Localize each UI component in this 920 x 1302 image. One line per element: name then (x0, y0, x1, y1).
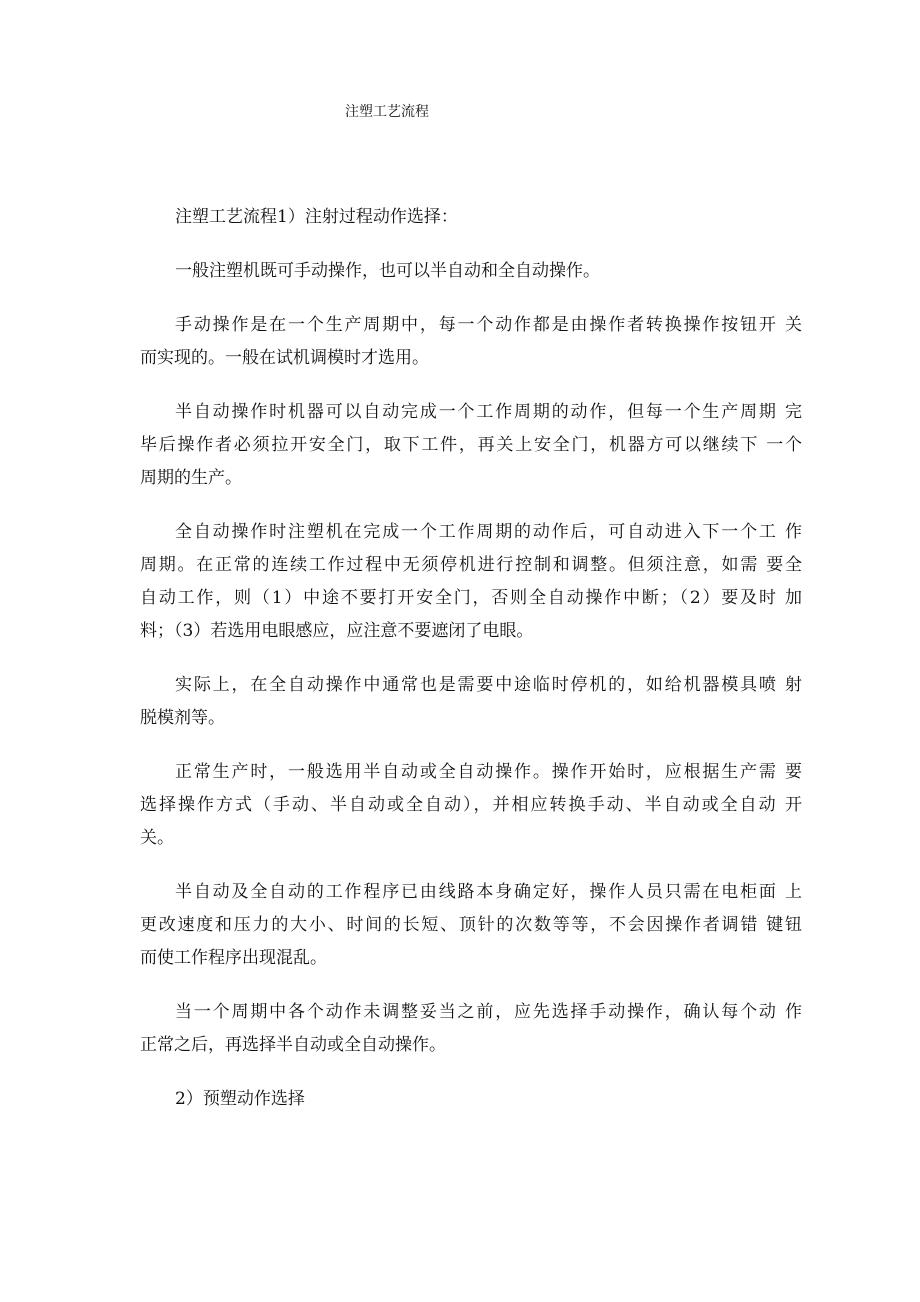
paragraph-line: 周期的生产。 (140, 468, 242, 488)
paragraph (140, 1083, 802, 1116)
paragraph (140, 255, 802, 288)
paragraph (140, 396, 802, 495)
paragraph-line: 2）预塑动作选择 (175, 1089, 305, 1109)
document-title: 注塑工艺流程 (345, 104, 429, 120)
paragraph-line: 毕后操作者必须拉开安全门，取下工件，再关上安全门，机器方可以继续下 一个 (140, 435, 802, 455)
paragraph-line: 全自动操作时注塑机在完成一个工作周期的动作后，可自动进入下一个工 作 (175, 522, 802, 542)
paragraph-line: 关。 (140, 828, 174, 848)
paragraph (140, 309, 802, 375)
paragraph-line: 而使工作程序出现混乱。 (140, 948, 327, 968)
paragraph-line: 半自动及全自动的工作程序已由线路本身确定好，操作人员只需在电柜面 上 (175, 882, 802, 902)
paragraph-line: 更改速度和压力的大小、时间的长短、顶针的次数等等，不会因操作者调错 键钮 (140, 915, 802, 935)
paragraph (140, 876, 802, 975)
paragraph-line: 注塑工艺流程1）注射过程动作选择： (175, 207, 458, 227)
paragraph (140, 201, 802, 234)
paragraph-line: 自动工作，则（1）中途不要打开安全门，否则全自动操作中断；（2）要及时 加 (140, 588, 802, 608)
paragraph (140, 516, 802, 648)
paragraph-line: 脱模剂等。 (140, 708, 225, 728)
paragraph-line: 周期。在正常的连续工作过程中无须停机进行控制和调整。但须注意，如需 要全 (140, 555, 802, 575)
paragraph-line: 选择操作方式（手动、半自动或全自动），并相应转换手动、半自动或全自动 开 (140, 795, 802, 815)
paragraph-line: 而实现的。一般在试机调模时才选用。 (140, 348, 429, 368)
paragraph-line: 半自动操作时机器可以自动完成一个工作周期的动作，但每一个生产周期 完 (175, 402, 802, 422)
paragraph-line: 当一个周期中各个动作未调整妥当之前，应先选择手动操作，确认每个动 作 (175, 1002, 802, 1022)
paragraph-line: 一般注塑机既可手动操作，也可以半自动和全自动操作。 (175, 261, 600, 281)
paragraph (140, 996, 802, 1062)
paragraph (140, 756, 802, 855)
paragraph-line: 正常生产时，一般选用半自动或全自动操作。操作开始时，应根据生产需 要 (175, 762, 802, 782)
paragraph-line: 料；（3）若选用电眼感应，应注意不要遮闭了电眼。 (140, 621, 534, 641)
paragraph-line: 正常之后，再选择半自动或全自动操作。 (140, 1035, 446, 1055)
document-body (140, 201, 802, 1137)
paragraph (140, 669, 802, 735)
paragraph-line: 实际上，在全自动操作中通常也是需要中途临时停机的，如给机器模具喷 射 (175, 675, 802, 695)
paragraph-line: 手动操作是在一个生产周期中，每一个动作都是由操作者转换操作按钮开 关 (175, 315, 802, 335)
